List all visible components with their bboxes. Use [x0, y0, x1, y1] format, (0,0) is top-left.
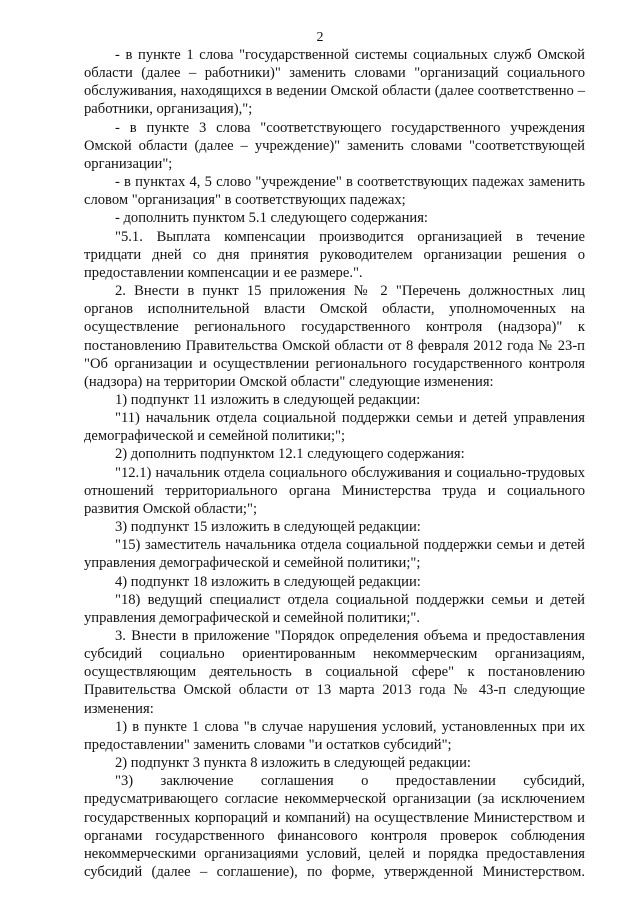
paragraph-subitem-3-item-8-header: 2) подпункт 3 пункта 8 изложить в следующей редакции: — [115, 755, 471, 772]
paragraph-subitem-18-header: 4) подпункт 18 изложить в следующей редакции: — [115, 573, 421, 590]
paragraph-items-4-5-replacement: - в пунктах 4, 5 слово "учреждение" в соответствующих падежах заменить словом "организация" в соответствующих падежах; — [84, 174, 585, 209]
paragraph-subitem-1-replacement: 1) в пункте 1 слова "в случае нарушения условий, установленных при их предоставлении" заменить словами "и остатков субсидий"; — [84, 718, 585, 753]
paragraph-section-2: 2. Внести в пункт 15 приложения № 2 "Перечень должностных лиц органов исполнительной власти Омской области, уполномоченных на осуществление регионального государственного контроля (надзора)" к постановлению Правительства Омской области от 8 февраля 2012 года № 23-п "Об организации и осуществлении регионального государственного контроля (надзора) на территории Омской области" следующие изменения: — [84, 283, 585, 390]
page-number: 2 — [316, 30, 324, 45]
paragraph-item-5-1-text: "5.1. Выплата компенсации производится организацией в течение тридцати дней со дня принятия руководителем организации решения о предоставлении компенсации и ее размере.". — [84, 228, 585, 281]
paragraph-subitem-15-text: "15) заместитель начальника отдела социальной поддержки семьи и детей управления демографической и семейной политики;"; — [84, 537, 585, 572]
paragraph-subitem-12-1-text: "12.1) начальник отдела социального обслуживания и социально-трудовых отношений территориального органа Министерства труда и социального развития Омской области;"; — [84, 464, 585, 517]
paragraph-add-item-5-1: - дополнить пунктом 5.1 следующего содержания: — [115, 210, 428, 227]
paragraph-subitem-11-header: 1) подпункт 11 изложить в следующей редакции: — [115, 391, 421, 408]
paragraph-subitem-3-text: "3) заключение соглашения о предоставлении субсидий, предусматривающего согласие некоммерческой организации (за исключением государственных корпораций и компаний) на осуществление Министерством и органами государственного финансового контроля проверок соблюдения некоммерческими организациями условий, целей и порядка предоставления субсидий (далее – соглашение), по форме, утвержденной Министерством. — [84, 773, 585, 881]
paragraph-item-3-replacement: - в пункте 3 слова "соответствующего государственного учреждения Омской области (далее – учреждение)" заменить словами "соответствующей организации"; — [84, 119, 585, 172]
paragraph-section-3: 3. Внести в приложение "Порядок определения объема и предоставления субсидий социально ориентированным некоммерческим организациям, осуществляющим деятельность в социальной сфере" к постановлению Правительства Омской области от 13 марта 2013 года № 43-п следующие изменения: — [84, 628, 585, 717]
paragraph-subitem-15-header: 3) подпункт 15 изложить в следующей редакции: — [115, 519, 421, 536]
paragraph-subitem-12-1-header: 2) дополнить подпунктом 12.1 следующего содержания: — [115, 446, 465, 463]
document-body — [84, 46, 585, 881]
paragraph-subitem-18-text: "18) ведущий специалист отдела социальной поддержки семьи и детей управления демографической и семейной политики;". — [84, 591, 585, 626]
paragraph-subitem-11-text: "11) начальник отдела социальной поддержки семьи и детей управления демографической и семейной политики;"; — [84, 410, 585, 445]
paragraph-item-1-replacement: - в пункте 1 слова "государственной системы социальных служб Омской области (далее – работники)" заменить словами "организаций социального обслуживания, находящихся в ведении Омской области (далее соответственно – работники, организация),"; — [84, 47, 585, 118]
